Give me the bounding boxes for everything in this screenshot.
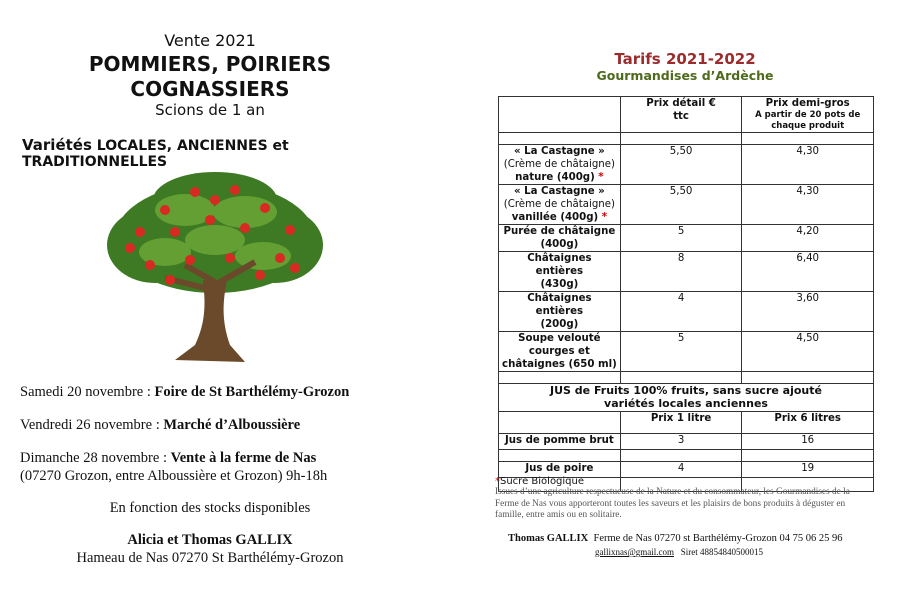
header-text: Prix demi-gros (765, 98, 850, 109)
wholesale-price: 6,40 (742, 252, 874, 292)
organic-label: Sucre Biologique (500, 476, 585, 487)
juice-title-row (499, 384, 874, 412)
product-name (499, 292, 621, 332)
product-line: courges et (528, 346, 590, 357)
product-line: « La Castagne » (513, 146, 605, 157)
product-name (499, 225, 621, 252)
retail-price: 8 (620, 252, 742, 292)
juice-name: Jus de pomme brut (499, 434, 621, 450)
juice-name: Jus de poire (499, 462, 621, 478)
wholesale-price: 4,20 (742, 225, 874, 252)
product-line: (400g) (540, 239, 579, 250)
event-date: Dimanche 28 novembre : (20, 450, 171, 466)
subtitle: Scions de 1 an (155, 101, 265, 119)
table-row (499, 292, 874, 332)
event-date: Samedi 20 novembre : (20, 384, 155, 400)
event-foire (20, 384, 349, 401)
product-line: (Crème de châtaigne) (503, 159, 616, 170)
juice-title-line: variétés locales anciennes (604, 397, 768, 410)
event-ferme (20, 450, 316, 467)
wholesale-price: 3,60 (742, 292, 874, 332)
table-row (499, 185, 874, 225)
email-line (595, 547, 763, 557)
product-name (499, 252, 621, 292)
retail-price: 4 (620, 292, 742, 332)
tariff-title: Tarifs 2021-2022 (614, 50, 756, 68)
header-retail (620, 97, 742, 133)
table-row (499, 145, 874, 185)
table-cell (499, 97, 621, 133)
header-1l: Prix 1 litre (620, 412, 742, 434)
contact-line (508, 533, 878, 544)
product-line: Châtaignes entières (527, 253, 592, 277)
product-name (499, 185, 621, 225)
product-line: Purée de châtaigne (503, 226, 616, 237)
product-line: vanillée (400g) (511, 212, 599, 223)
juice-header-row (499, 412, 874, 434)
event-date: Vendredi 26 novembre : (20, 417, 164, 433)
wholesale-price: 4,50 (742, 332, 874, 372)
tariff-subtitle: Gourmandises d’Ardèche (596, 68, 774, 83)
product-line: « La Castagne » (513, 186, 605, 197)
product-line: (200g) (540, 319, 579, 330)
retail-price: 5,50 (620, 185, 742, 225)
product-name (499, 145, 621, 185)
table-spacer-row (499, 372, 874, 384)
organic-note (495, 476, 584, 487)
product-line: (Crème de châtaigne) (503, 199, 616, 210)
description-text: Issues d’une agriculture respectueuse de la Nature et du consommateur, les Gourmandises de la Ferme de Nas vous apporteront toutes les saveurs et les plaisirs de bons produits à déguster en famille, entre amis ou en solitaire. (495, 487, 850, 520)
organic-star: * (495, 476, 500, 487)
price-table (498, 96, 874, 492)
event-place: Marché d’Alboussière (163, 417, 301, 433)
product-line: Soupe velouté (518, 333, 601, 344)
product-line: Châtaignes entières (527, 293, 592, 317)
header-text: chaque produit (771, 121, 845, 131)
retail-price: 5 (620, 225, 742, 252)
table-spacer-row (499, 133, 874, 145)
title-line-2: COGNASSIERS (130, 77, 290, 101)
email-link[interactable]: gallixnas@gmail.com (595, 547, 675, 557)
event-ferme-detail: (07270 Grozon, entre Alboussière et Grozon) 9h-18h (20, 468, 328, 484)
table-row (499, 434, 874, 450)
varieties-rest: LOCALES, ANCIENNES et TRADITIONNELLES (22, 138, 289, 170)
wholesale-price: 4,30 (742, 185, 874, 225)
event-place: Vente à la ferme de Nas (170, 450, 317, 466)
price-6l: 16 (742, 434, 874, 450)
retail-price: 5,50 (620, 145, 742, 185)
organic-star: * (601, 212, 608, 223)
table-cell (499, 412, 621, 434)
table-row (499, 252, 874, 292)
varieties-word: Variétés (22, 136, 92, 154)
wholesale-price: 4,30 (742, 145, 874, 185)
juice-title-line: JUS de Fruits 100% fruits, sans sucre ajouté (550, 384, 822, 397)
signature-address: Hameau de Nas 07270 St Barthélémy-Grozon (76, 550, 344, 566)
table-row (499, 225, 874, 252)
contact-address: Ferme de Nas 07270 st Barthélémy-Grozon 04 75 06 25 96 (588, 533, 843, 544)
table-header-row (499, 97, 874, 133)
signature-name: Alicia et Thomas GALLIX (127, 532, 293, 548)
price-1l: 4 (620, 462, 742, 478)
organic-star: * (598, 172, 604, 183)
stock-note: En fonction des stocks disponibles (109, 500, 311, 516)
product-name (499, 332, 621, 372)
price-6l: 19 (742, 462, 874, 478)
event-marche (20, 417, 300, 434)
juice-title (499, 384, 874, 412)
header-wholesale (742, 97, 874, 133)
title-line-1: POMMIERS, POIRIERS (88, 52, 332, 76)
header-text: A partir de 20 pots de (755, 110, 861, 120)
table-row (499, 332, 874, 372)
retail-price: 5 (620, 332, 742, 372)
varieties-heading (22, 136, 422, 170)
product-line: nature (400g) (515, 172, 595, 183)
contact-name: Thomas GALLIX (508, 533, 589, 544)
siret: Siret 48854840500015 (680, 547, 764, 557)
product-line: (430g) (540, 279, 579, 290)
header-6l: Prix 6 litres (742, 412, 874, 434)
header-text: ttc (673, 111, 689, 122)
event-place: Foire de St Barthélémy-Grozon (154, 384, 350, 400)
apple-tree-icon (95, 170, 335, 380)
product-line: châtaignes (650 ml) (502, 359, 617, 370)
price-1l: 3 (620, 434, 742, 450)
table-spacer-row (499, 450, 874, 462)
sale-year: Vente 2021 (164, 31, 256, 50)
header-text: Prix détail € (646, 98, 716, 109)
